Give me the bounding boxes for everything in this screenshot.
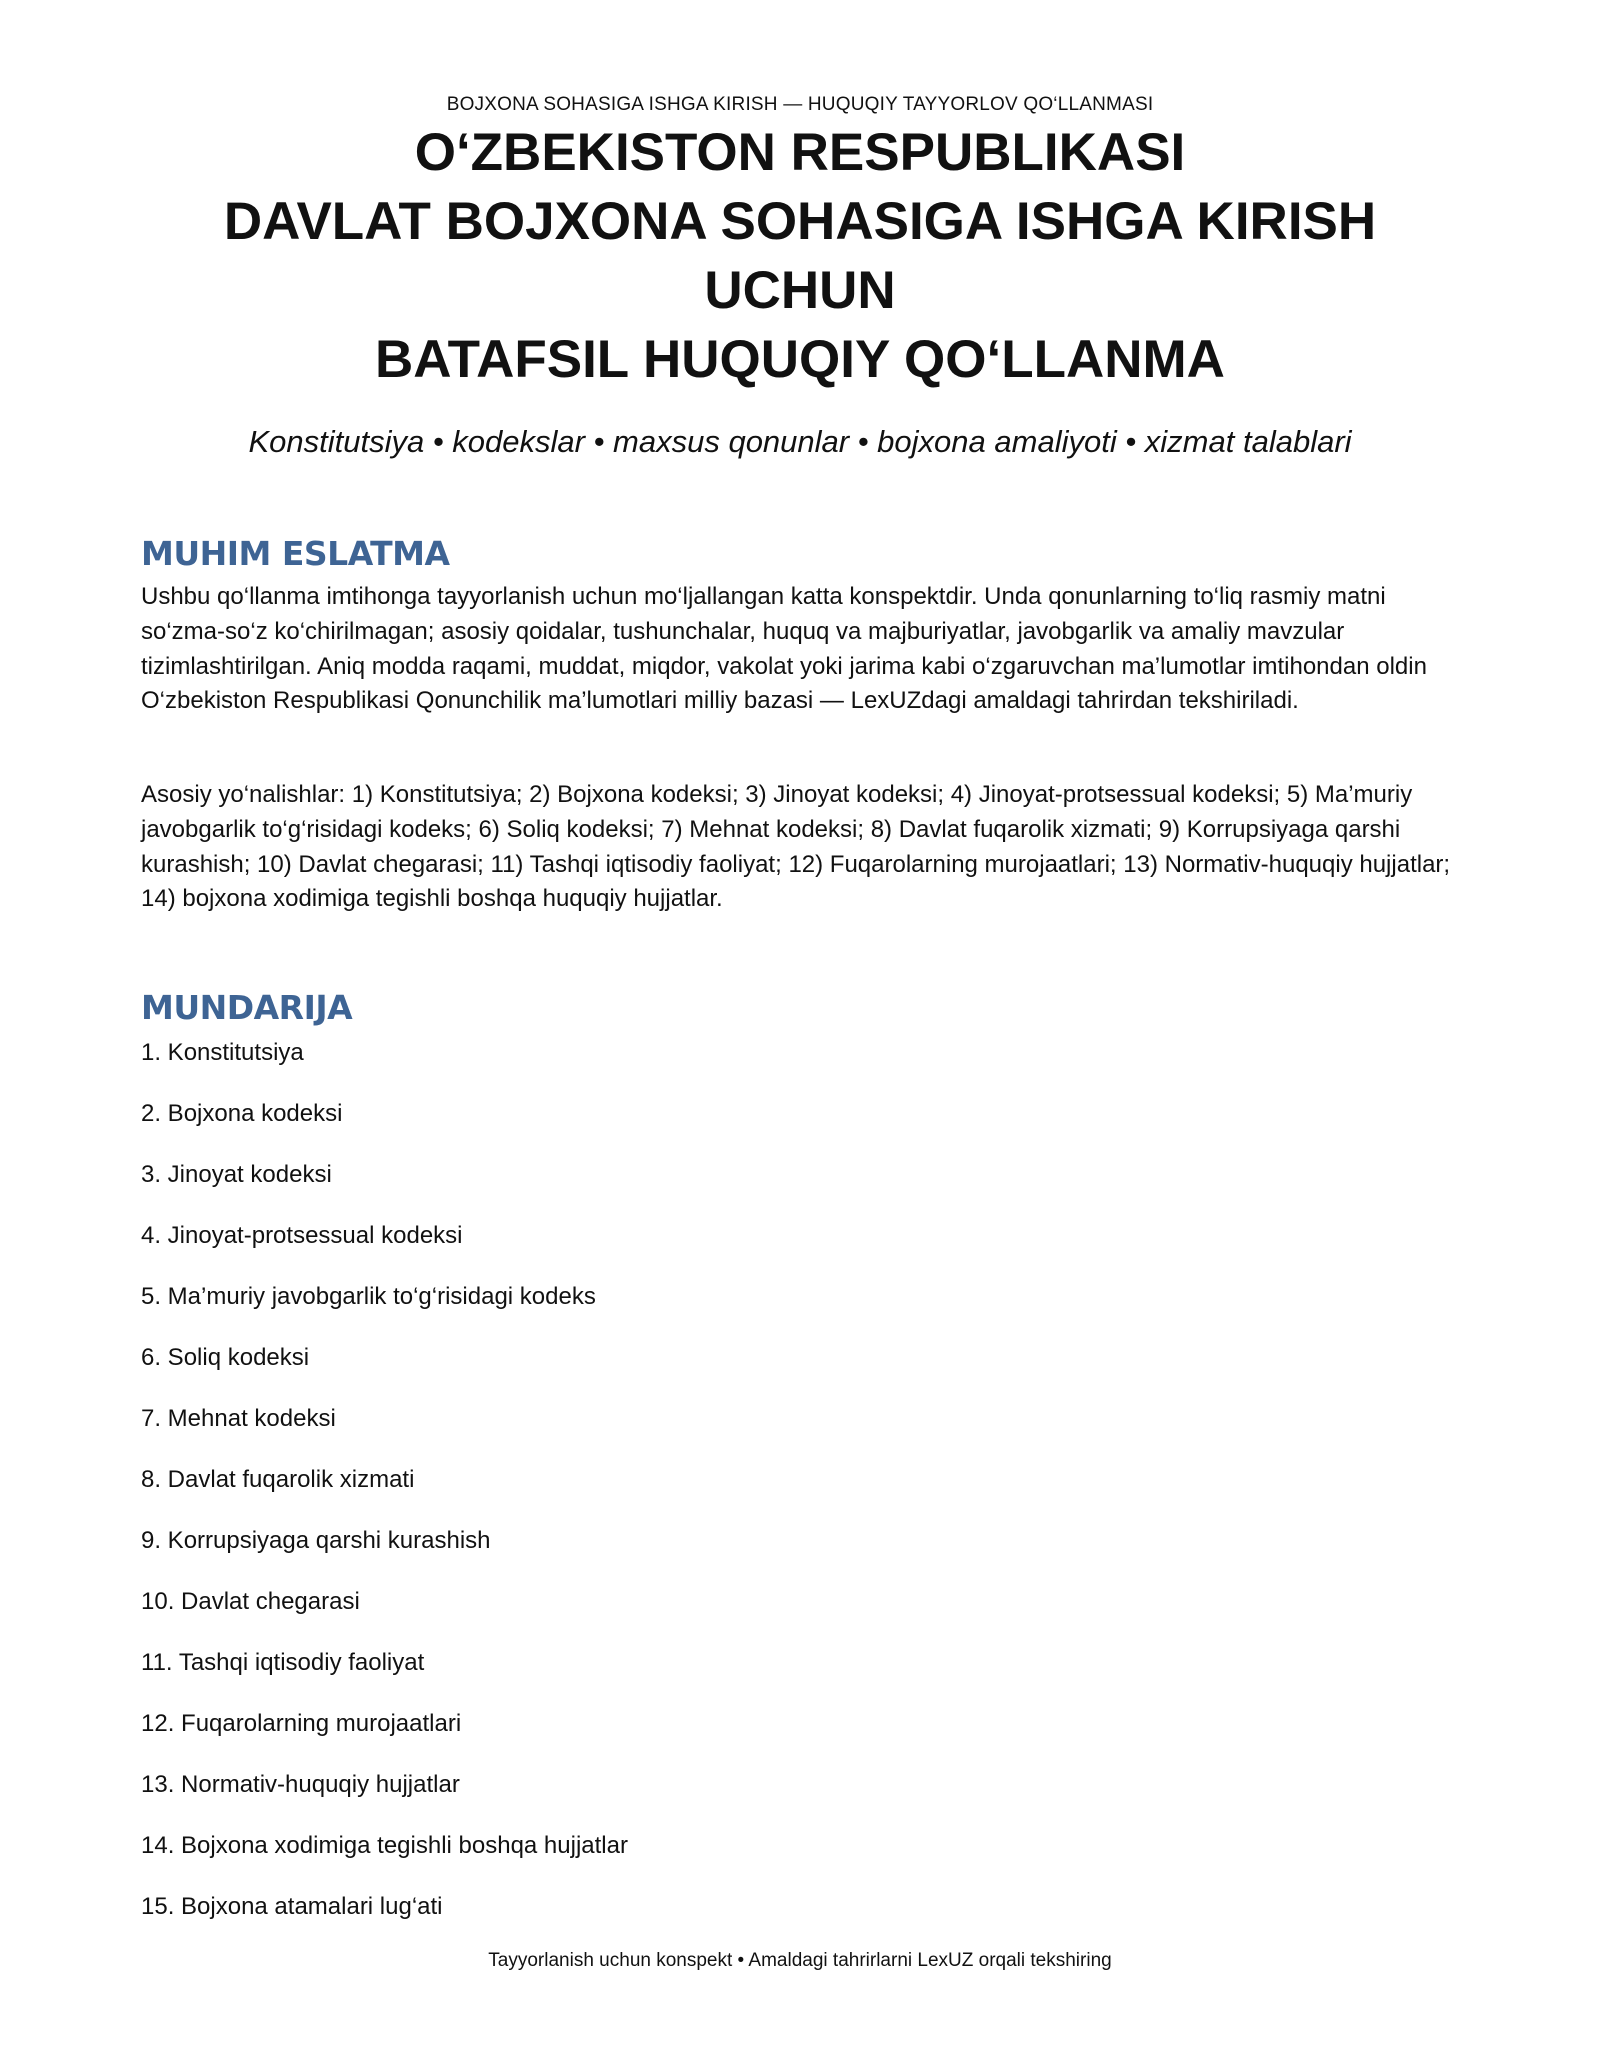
toc-item: 15. Bojxona atamalari lug‘ati bbox=[141, 1893, 443, 1920]
important-note-heading: MUHIM ESLATMA bbox=[141, 534, 450, 573]
toc-item: 4. Jinoyat-protsessual kodeksi bbox=[141, 1222, 463, 1249]
toc-item: 7. Mehnat kodeksi bbox=[141, 1405, 336, 1432]
toc-item: 9. Korrupsiyaga qarshi kurashish bbox=[141, 1527, 491, 1554]
toc-item: 11. Tashqi iqtisodiy faoliyat bbox=[141, 1649, 425, 1676]
toc-item: 8. Davlat fuqarolik xizmati bbox=[141, 1466, 415, 1493]
running-header: BOJXONA SOHASIGA ISHGA KIRISH — HUQUQIY TAYYORLOV QO‘LLANMASI bbox=[446, 94, 1154, 115]
toc-item: 6. Soliq kodeksi bbox=[141, 1344, 310, 1371]
toc-item: 5. Ma’muriy javobgarlik to‘g‘risidagi kodeks bbox=[141, 1283, 596, 1310]
toc-item: 13. Normativ-huquqiy hujjatlar bbox=[141, 1771, 460, 1798]
contents-heading: MUNDARIJA bbox=[141, 988, 353, 1027]
document-subtitle: Konstitutsiya • kodekslar • maxsus qonunlar • bojxona amaliyoti • xizmat talablari bbox=[248, 424, 1352, 459]
title-line: UCHUN bbox=[704, 261, 896, 320]
main-directions-paragraph: Asosiy yo‘nalishlar: 1) Konstitutsiya; 2) Bojxona kodeksi; 3) Jinoyat kodeksi; 4) Jinoyat-protsessual kodeksi; 5) Ma’muriy javobgarlik to‘g‘risidagi kodeks; 6) Soliq kodeksi; 7) Mehnat kodeksi; 8) Davlat fuqarolik xizmati; 9) Korrupsiyaga qarshi kurashish; 10) Davlat chegarasi; 11) Tashqi iqtisodiy faoliyat; 12) Fuqarolarning murojaatlari; 13) Normativ-huquqiy hujjatlar; 14) bojxona xodimiga tegishli boshqa huquqiy hujjatlar. bbox=[141, 781, 1451, 913]
title-line: BATAFSIL HUQUQIY QO‘LLANMA bbox=[375, 330, 1225, 389]
title-line: O‘ZBEKISTON RESPUBLIKASI bbox=[414, 123, 1186, 182]
page-footer: Tayyorlanish uchun konspekt • Amaldagi tahrirlarni LexUZ orqali tekshiring bbox=[488, 1950, 1112, 1971]
table-of-contents bbox=[141, 1036, 1141, 1951]
document-title bbox=[100, 118, 1500, 394]
toc-item: 10. Davlat chegarasi bbox=[141, 1588, 360, 1615]
title-line: DAVLAT BOJXONA SOHASIGA ISHGA KIRISH bbox=[223, 192, 1377, 251]
toc-item: 14. Bojxona xodimiga tegishli boshqa hujjatlar bbox=[141, 1832, 628, 1859]
important-note-paragraph: Ushbu qo‘llanma imtihonga tayyorlanish uchun mo‘ljallangan katta konspektdir. Unda qonunlarning to‘liq rasmiy matni so‘zma-so‘z ko‘chirilmagan; asosiy qoidalar, tushunchalar, huquq va majburiyatlar, javobgarlik va amaliy mavzular tizimlashtirilgan. Aniq modda raqami, muddat, miqdor, vakolat yoki jarima kabi o‘zgaruvchan ma’lumotlar imtihondan oldin O‘zbekiston Respublikasi Qonunchilik ma’lumotlari milliy bazasi — LexUZdagi amaldagi tahrirdan tekshiriladi. bbox=[141, 583, 1427, 715]
toc-item: 2. Bojxona kodeksi bbox=[141, 1100, 343, 1127]
toc-item: 3. Jinoyat kodeksi bbox=[141, 1161, 332, 1188]
toc-item: 1. Konstitutsiya bbox=[141, 1039, 304, 1066]
toc-item: 12. Fuqarolarning murojaatlari bbox=[141, 1710, 462, 1737]
